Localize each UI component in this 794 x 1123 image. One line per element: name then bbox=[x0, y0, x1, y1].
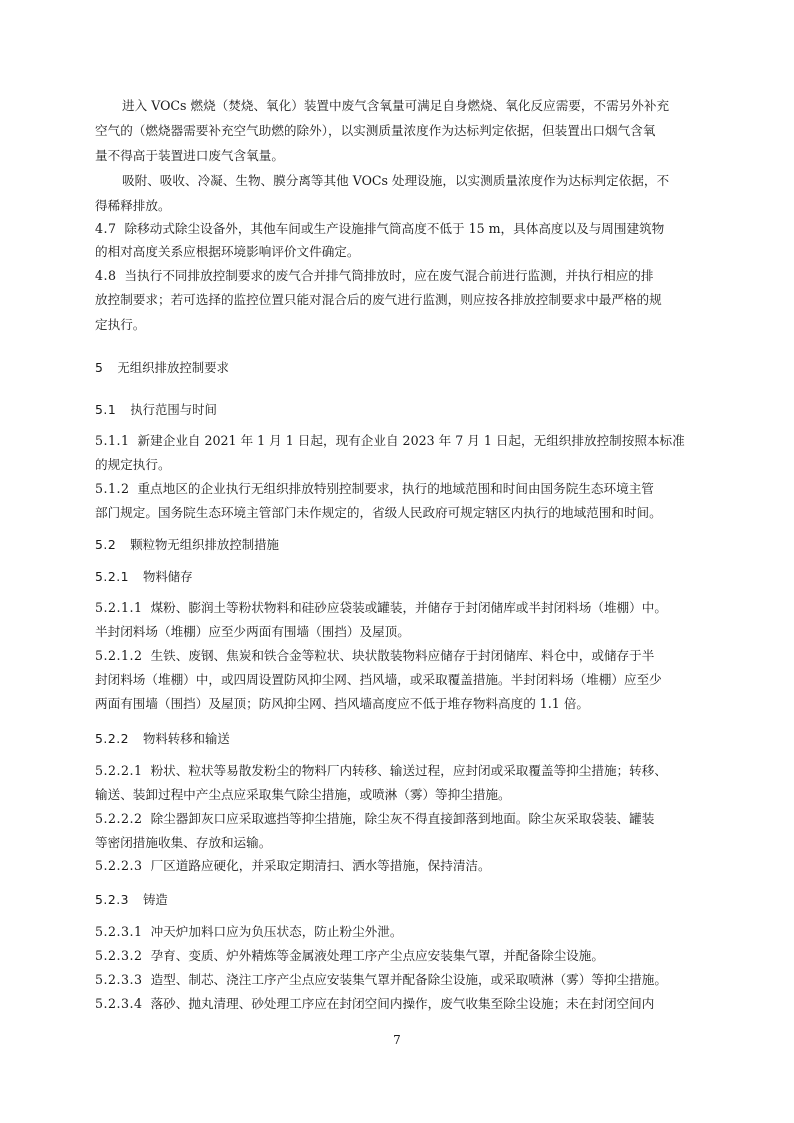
section-number: 5.1 bbox=[95, 402, 117, 417]
clause-5-2-2-2 bbox=[95, 811, 715, 827]
clause-text: 生铁、废钢、焦炭和铁合金等粒状、块状散装物料应储存于封闭储库、料仓中，或储存于半 bbox=[150, 648, 655, 663]
clause-number: 4.7 bbox=[95, 221, 117, 236]
clause-number: 4.8 bbox=[95, 268, 117, 283]
section-heading-5 bbox=[95, 360, 715, 376]
clause-text: 厂区道路应硬化，并采取定期清扫、洒水等措施，保持清洁。 bbox=[150, 858, 491, 873]
clause-number: 5.1.1 bbox=[95, 433, 130, 448]
clause-5-2-1-2 bbox=[95, 648, 715, 664]
clause-number: 5.2.2.2 bbox=[95, 811, 143, 826]
text-line: 得稀释排放。 bbox=[95, 198, 171, 213]
clause-number: 5.2.2.3 bbox=[95, 858, 143, 873]
clause-number: 5.2.1.1 bbox=[95, 600, 143, 615]
section-title: 执行范围与时间 bbox=[130, 402, 217, 417]
clause-number: 5.2.3.1 bbox=[95, 924, 143, 939]
clause-number: 5.2.3.2 bbox=[95, 948, 143, 963]
text-line: 输送、装卸过程中产尘点应采取集气除尘措施，或喷淋（雾）等抑尘措施。 bbox=[95, 787, 511, 802]
text-line: 的相对高度关系应根据环境影响评价文件确定。 bbox=[95, 244, 360, 259]
clause-number: 5.2.2.1 bbox=[95, 763, 143, 778]
clause-5-1-2 bbox=[95, 481, 715, 497]
section-heading-5-2-3 bbox=[95, 892, 715, 908]
clause-4-7 bbox=[95, 221, 715, 237]
clause-text: 造型、制芯、浇注工序产尘点应安装集气罩并配备除尘设施，或采取喷淋（雾）等抑尘措施。 bbox=[150, 972, 667, 987]
clause-4-8 bbox=[95, 268, 715, 284]
section-title: 颗粒物无组织排放控制措施 bbox=[130, 537, 279, 552]
clause-text: 孕育、变质、炉外精炼等金属液处理工序产尘点应安装集气罩，并配备除尘设施。 bbox=[150, 948, 604, 963]
clause-5-2-3-4 bbox=[95, 996, 715, 1012]
clause-text: 新建企业自 2021 年 1 月 1 日起，现有企业自 2023 年 7 月 1 日起，无组织排放控制按照本标准 bbox=[137, 433, 685, 448]
clause-number: 5.2.3.4 bbox=[95, 996, 143, 1011]
clause-5-2-3-2 bbox=[95, 948, 715, 964]
clause-text: 煤粉、膨润土等粉状物料和硅砂应袋装或罐装，并储存于封闭储库或半封闭料场（堆棚）中。 bbox=[150, 600, 667, 615]
text-line: 部门规定。国务院生态环境主管部门未作规定的，省级人民政府可规定辖区内执行的地域范围和时间。 bbox=[95, 505, 662, 520]
text-line: 量不得高于装置进口废气含氧量。 bbox=[95, 148, 284, 163]
text-line: 吸附、吸收、冷凝、生物、膜分离等其他 VOCs 处理设施，以实测质量浓度作为达标判定依据，不 bbox=[122, 173, 670, 188]
clause-text: 除移动式除尘设备外，其他车间或生产设施排气筒高度不低于 15 m，具体高度以及与周围建筑物 bbox=[124, 221, 665, 236]
text-line: 封闭料场（堆棚）中，或四周设置防风抑尘网、挡风墙，或采取覆盖措施。半封闭料场（堆棚）应至少 bbox=[95, 672, 662, 687]
section-heading-5-1 bbox=[95, 402, 715, 418]
section-number: 5 bbox=[95, 360, 104, 375]
section-title: 物料转移和输送 bbox=[143, 731, 230, 746]
clause-text: 冲天炉加料口应为负压状态，防止粉尘外泄。 bbox=[150, 924, 403, 939]
clause-5-2-2-1 bbox=[95, 763, 715, 779]
clause-text: 粉状、粒状等易散发粉尘的物料厂内转移、输送过程，应封闭或采取覆盖等抑尘措施；转移、 bbox=[150, 763, 667, 778]
clause-text: 当执行不同排放控制要求的废气合并排气筒排放时，应在废气混合前进行监测，并执行相应的排 bbox=[124, 268, 654, 283]
page-number: 7 bbox=[393, 1033, 401, 1047]
text-line: 进入 VOCs 燃烧（焚烧、氧化）装置中废气含氧量可满足自身燃烧、氧化反应需要，不需另外补充 bbox=[122, 98, 670, 113]
clause-5-1-1 bbox=[95, 433, 715, 449]
text-line: 放控制要求；若可选择的监控位置只能对混合后的废气进行监测，则应按各排放控制要求中最严格的规 bbox=[95, 292, 662, 307]
clause-text: 落砂、抛丸清理、砂处理工序应在封闭空间内操作，废气收集至除尘设施；未在封闭空间内 bbox=[150, 996, 655, 1011]
section-number: 5.2.1 bbox=[95, 569, 130, 584]
section-number: 5.2 bbox=[95, 537, 117, 552]
clause-text: 重点地区的企业执行无组织排放特别控制要求，执行的地域范围和时间由国务院生态环境主管 bbox=[137, 481, 654, 496]
clause-5-2-1-1 bbox=[95, 600, 715, 616]
section-heading-5-2-2 bbox=[95, 731, 715, 747]
section-number: 5.2.2 bbox=[95, 731, 130, 746]
text-line: 的规定执行。 bbox=[95, 457, 171, 472]
text-line: 两面有围墙（围挡）及屋顶；防风抑尘网、挡风墙高度应不低于堆存物料高度的 1.1 倍。 bbox=[95, 696, 590, 711]
clause-5-2-3-1 bbox=[95, 924, 715, 940]
section-number: 5.2.3 bbox=[95, 892, 130, 907]
clause-5-2-3-3 bbox=[95, 972, 715, 988]
section-title: 物料储存 bbox=[143, 569, 193, 584]
section-title: 无组织排放控制要求 bbox=[117, 360, 229, 375]
text-line: 空气的（燃烧器需要补充空气助燃的除外），以实测质量浓度作为达标判定依据，但装置出口烟气含氧 bbox=[95, 123, 656, 138]
clause-5-2-2-3 bbox=[95, 858, 715, 874]
section-title: 铸造 bbox=[143, 892, 168, 907]
section-heading-5-2 bbox=[95, 537, 715, 553]
text-line: 定执行。 bbox=[95, 317, 146, 332]
clause-number: 5.2.3.3 bbox=[95, 972, 143, 987]
clause-number: 5.1.2 bbox=[95, 481, 130, 496]
text-line: 等密闭措施收集、存放和运输。 bbox=[95, 835, 272, 850]
clause-number: 5.2.1.2 bbox=[95, 648, 143, 663]
section-heading-5-2-1 bbox=[95, 569, 715, 585]
clause-text: 除尘器卸灰口应采取遮挡等抑尘措施，除尘灰不得直接卸落到地面。除尘灰采取袋装、罐装 bbox=[150, 811, 655, 826]
text-line: 半封闭料场（堆棚）应至少两面有围墙（围挡）及屋顶。 bbox=[95, 624, 410, 639]
